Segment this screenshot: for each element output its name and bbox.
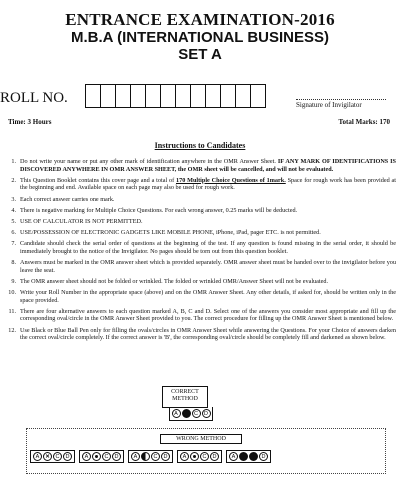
instruction-item — [4, 289, 396, 304]
roll-digit-box[interactable] — [145, 84, 161, 108]
instruction-number: 2. — [11, 176, 16, 184]
roll-digit-box[interactable] — [115, 84, 131, 108]
instruction-number: 9. — [11, 277, 16, 285]
omr-bubble: A — [131, 452, 140, 461]
instruction-number: 7. — [11, 240, 16, 248]
instruction-number: 1. — [11, 158, 16, 165]
total-marks-label: Total Marks: 170 — [338, 118, 390, 126]
correct-method-label: CORRECT METHOD — [162, 386, 208, 408]
omr-bubble — [190, 452, 199, 461]
instruction-text — [20, 207, 396, 215]
omr-bubble: C — [192, 409, 201, 418]
time-label: Time: 3 Hours — [8, 118, 52, 126]
instruction-item — [4, 207, 396, 215]
omr-bubble — [182, 409, 191, 418]
signature-label: Signature of Invigilator — [296, 101, 362, 109]
instruction-number: 6. — [11, 229, 16, 237]
omr-bubble: A — [33, 452, 42, 461]
instruction-text-part: This Question Booklet contains this cover page and a total of — [20, 176, 176, 184]
wrong-method-group — [226, 450, 271, 463]
instruction-text-part: Candidate should check the serial order of questions at the beginning of the test. If any question is found missing in the serial order, it should be immediately brought to the notice of the Invigilator. No pages should be torn out from this question booklet. — [20, 240, 396, 255]
omr-bubble: C — [102, 452, 111, 461]
instruction-item — [4, 196, 396, 204]
wrong-method-label: WRONG METHOD — [160, 434, 242, 444]
instruction-text-part: IF ANY MARK OF IDENTIFICATIONS IS DISCOVERED ANYWHERE IN OMR ANSWER SHEET, the OMR sheet will be cancelled, and will not be evaluated. — [20, 158, 397, 173]
instruction-text-part: Answers must be marked in the OMR answer sheet which is provided separately. OMR answer sheet must be handed over to the invigilator before you leave the seat. — [20, 259, 396, 274]
signature-line — [296, 99, 386, 100]
instruction-number: 4. — [11, 206, 16, 214]
omr-bubble: D — [112, 452, 121, 461]
instruction-text-part: USE/POSSESSION OF ELECTRONIC GADGETS LIKE MOBILE PHONE, iPhone, iPad, pager ETC. is not permitted. — [20, 229, 321, 237]
roll-digit-box[interactable] — [130, 84, 146, 108]
instruction-text-part: There is negative marking for Multiple Choice Questions. For each wrong answer, 0.25 marks will be deducted. — [20, 206, 298, 214]
roll-number-label: ROLL NO. — [0, 90, 68, 106]
omr-bubble: A — [229, 452, 238, 461]
instruction-number: 8. — [11, 259, 16, 267]
program-title: M.B.A (INTERNATIONAL BUSINESS) — [70, 29, 330, 46]
roll-digit-box[interactable] — [235, 84, 251, 108]
instruction-item — [4, 308, 396, 323]
roll-digit-box[interactable] — [250, 84, 266, 108]
instruction-item — [4, 240, 396, 255]
instruction-text — [20, 229, 396, 237]
instruction-number: 11. — [8, 307, 16, 315]
instruction-text — [20, 240, 396, 255]
omr-bubble: D — [63, 452, 72, 461]
roll-digit-box[interactable] — [220, 84, 236, 108]
set-label: SET A — [178, 46, 222, 63]
instruction-item — [4, 158, 396, 173]
roll-digit-box[interactable] — [175, 84, 191, 108]
omr-bubble — [141, 452, 150, 461]
instruction-text — [20, 196, 396, 204]
correct-method-bubbles — [169, 407, 213, 421]
roll-number-boxes[interactable] — [85, 84, 265, 108]
instruction-text — [20, 259, 396, 274]
wrong-method-group — [30, 450, 75, 463]
instruction-text — [20, 278, 396, 286]
roll-digit-box[interactable] — [100, 84, 116, 108]
instruction-text — [20, 289, 396, 304]
instruction-text-part: Do not write your name or put any other mark of identification anywhere in the OMR Answer Sheet. — [20, 158, 278, 165]
instruction-text — [20, 218, 396, 226]
instruction-item — [4, 278, 396, 286]
instructions-heading: Instructions to Candidates — [154, 141, 246, 150]
instruction-text-part: Each correct answer carries one mark. — [20, 195, 115, 203]
instruction-text — [20, 158, 396, 173]
omr-bubble: C — [53, 452, 62, 461]
roll-digit-box[interactable] — [190, 84, 206, 108]
instruction-text-part: The OMR answer sheet should not be folded or wrinkled. The folded or wrinkled OMR/Answer Sheet will not be evaluated. — [20, 277, 328, 285]
instruction-text — [20, 308, 396, 323]
exam-title: ENTRANCE EXAMINATION-2016 — [65, 10, 335, 29]
omr-bubble — [92, 452, 101, 461]
instruction-item — [4, 218, 396, 226]
instruction-item — [4, 327, 396, 342]
omr-bubble: A — [172, 409, 181, 418]
instruction-item — [4, 259, 396, 274]
omr-bubble: D — [259, 452, 268, 461]
instruction-text-part: Write your Roll Number in the appropriate space (above) and on the OMR Answer Sheet. Any other details, if asked for, should be written only in the space provided. — [20, 289, 396, 304]
instruction-item — [4, 229, 396, 237]
instruction-text-part: Space for rough work has been provided at the beginning and end. Available space on each page may also be used for rough work. — [20, 176, 397, 192]
roll-digit-box[interactable] — [160, 84, 176, 108]
roll-digit-box[interactable] — [205, 84, 221, 108]
roll-digit-box[interactable] — [85, 84, 101, 108]
instruction-text-part: There are four alternative answers to each question marked A, B, C and D. Select one of the answers you consider most appropriate and fill up the corresponding oval/circle in the OMR Answer Sheet provided to you. The correct procedure for filling up the OMR Answer Sheet is mentioned below. — [20, 307, 396, 323]
omr-bubble: A — [180, 452, 189, 461]
instruction-text-part: USE OF CALCULATOR IS NOT PERMITTED. — [20, 217, 143, 225]
omr-bubble: ✕ — [43, 452, 52, 461]
omr-bubble: D — [202, 409, 211, 418]
omr-bubble: D — [161, 452, 170, 461]
wrong-method-examples — [30, 450, 271, 463]
instruction-number: 12. — [8, 326, 16, 334]
instruction-number: 5. — [11, 217, 16, 225]
omr-bubble: D — [210, 452, 219, 461]
instruction-text-part: Use Black or Blue Ball Pen only for filling the ovals/circles in OMR Answer Sheet while answering the Questions. For your Choice of answers darken the correct oval/circle completely. If the correct answer is 'B', the corresponding oval/circle should be completely fill and darkened as shown below. — [20, 326, 396, 342]
instructions-list — [4, 158, 396, 345]
instruction-item — [4, 177, 396, 192]
omr-bubble: A — [82, 452, 91, 461]
instruction-text-part: 170 Multiple Choice Questions of 1mark. — [176, 176, 286, 184]
omr-bubble: C — [200, 452, 209, 461]
instruction-text — [20, 177, 396, 192]
omr-bubble: C — [151, 452, 160, 461]
wrong-method-group — [128, 450, 173, 463]
wrong-method-group — [79, 450, 124, 463]
instruction-number: 10. — [8, 289, 16, 297]
wrong-method-group — [177, 450, 222, 463]
omr-bubble — [249, 452, 258, 461]
instruction-number: 3. — [11, 195, 16, 203]
omr-bubble — [239, 452, 248, 461]
instruction-text — [20, 327, 396, 342]
